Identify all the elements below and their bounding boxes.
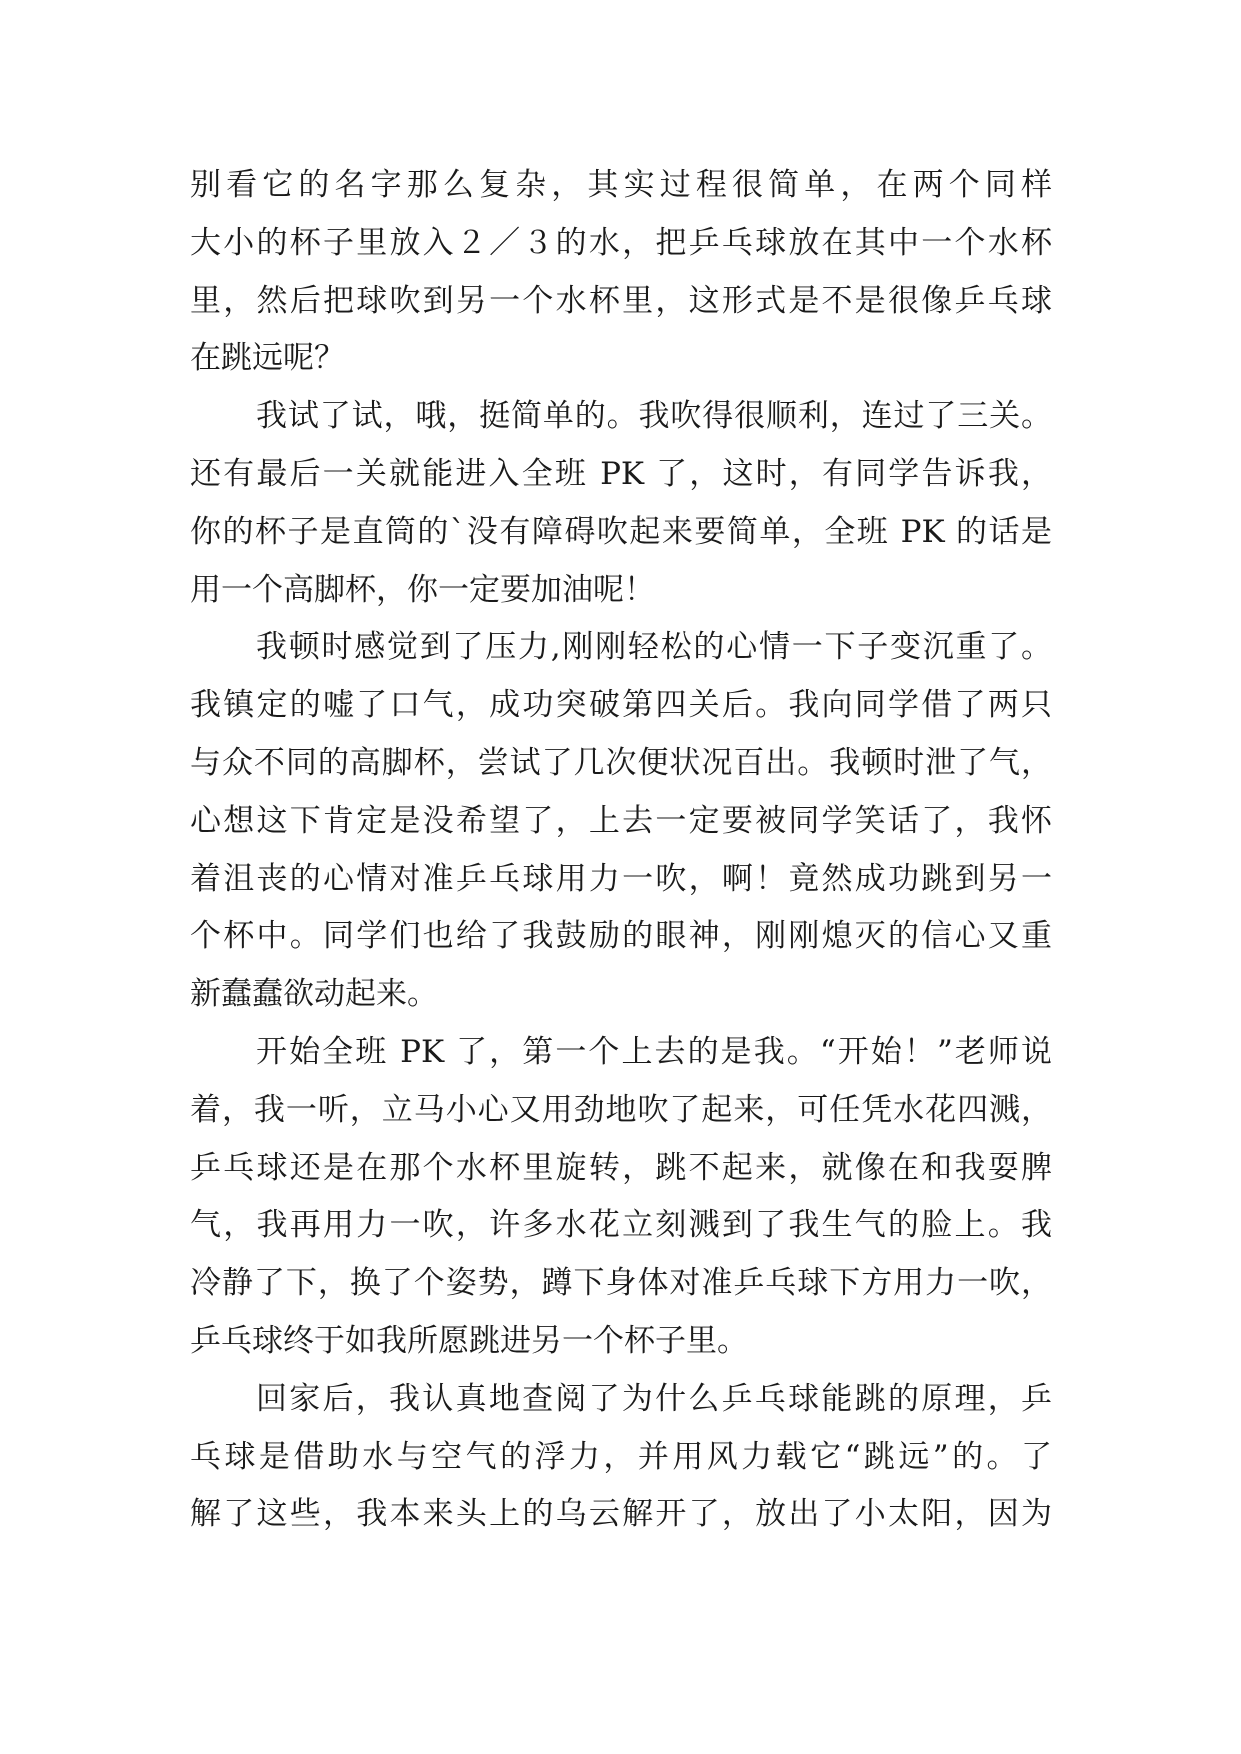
text-line: 我镇定的嘘了口气，成功突破第四关后。我向同学借了两只	[190, 687, 1052, 724]
text-line: 在跳远呢？	[190, 340, 345, 377]
text-line: 里，然后把球吹到另一个水杯里，这形式是不是很像乒乓球	[190, 282, 1052, 319]
text-line: 你的杯子是直筒的`没有障碍吹起来要简单，全班 PK 的话是	[190, 513, 1052, 550]
article-body	[190, 157, 1052, 1544]
text-line: 用一个高脚杯，你一定要加油呢！	[190, 571, 655, 608]
text-line: 与众不同的高脚杯，尝试了几次便状况百出。我顿时泄了气，	[190, 744, 1052, 781]
paragraph-first-line: 我试了试，哦，挺简单的。我吹得很顺利，连过了三关。	[256, 398, 1052, 435]
text-line: 新蠢蠢欲动起来。	[190, 976, 438, 1013]
text-line: 冷静了下，换了个姿势，蹲下身体对准乒乓球下方用力一吹，	[190, 1265, 1052, 1302]
paragraph-first-line: 开始全班 PK 了，第一个上去的是我。“开始！”老师说	[256, 1033, 1052, 1070]
text-line: 着沮丧的心情对准乒乓球用力一吹，啊！竟然成功跳到另一	[190, 860, 1052, 897]
text-line: 解了这些，我本来头上的乌云解开了，放出了小太阳，因为	[190, 1496, 1052, 1533]
text-line: 气，我再用力一吹，许多水花立刻溅到了我生气的脸上。我	[190, 1207, 1052, 1244]
text-line: 乓球是借助水与空气的浮力，并用风力载它“跳远”的。了	[190, 1438, 1052, 1475]
text-line: 还有最后一关就能进入全班 PK 了，这时，有同学告诉我，	[190, 455, 1052, 492]
paragraph-first-line: 我顿时感觉到了压力,刚刚轻松的心情一下子变沉重了。	[256, 629, 1052, 666]
text-line: 乒乓球终于如我所愿跳进另一个杯子里。	[190, 1322, 748, 1359]
text-line: 大小的杯子里放入２／３的水，把乒乓球放在其中一个水杯	[190, 224, 1052, 261]
text-line: 乒乓球还是在那个水杯里旋转，跳不起来，就像在和我耍脾	[190, 1149, 1052, 1186]
text-line: 个杯中。同学们也给了我鼓励的眼神，刚刚熄灭的信心又重	[190, 918, 1052, 955]
text-line: 别看它的名字那么复杂，其实过程很简单，在两个同样	[190, 167, 1052, 203]
text-line: 心想这下肯定是没希望了，上去一定要被同学笑话了，我怀	[190, 802, 1052, 839]
paragraph-first-line: 回家后，我认真地查阅了为什么乒乓球能跳的原理，乒	[256, 1380, 1052, 1417]
text-line: 着，我一听，立马小心又用劲地吹了起来，可任凭水花四溅，	[190, 1091, 1052, 1128]
